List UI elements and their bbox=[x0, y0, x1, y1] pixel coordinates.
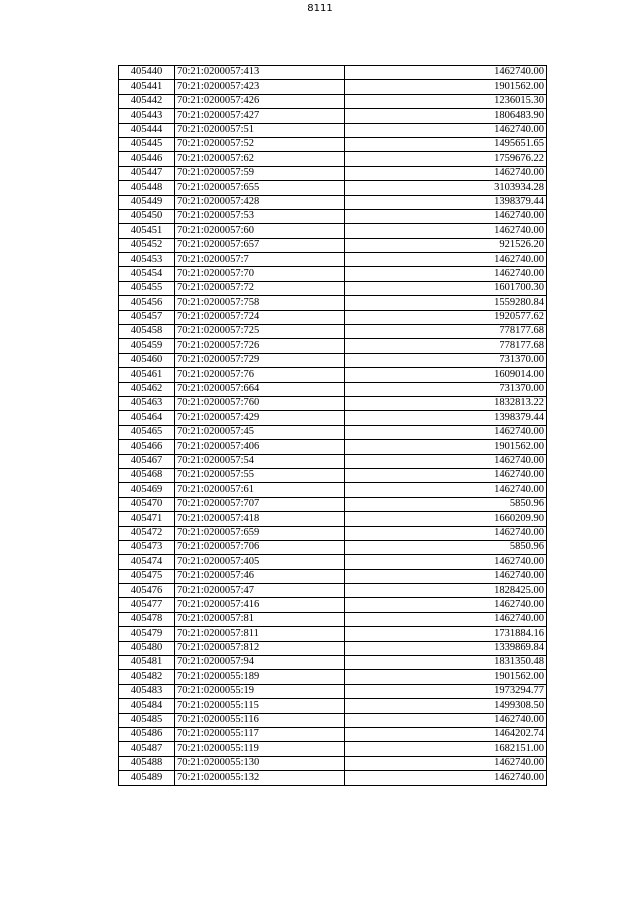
table-row bbox=[119, 468, 547, 482]
row-number-cell: 405479 bbox=[119, 627, 175, 641]
cadastral-number-cell: 70:21:0200057:707 bbox=[175, 497, 345, 511]
cadastral-number-cell: 70:21:0200057:53 bbox=[175, 209, 345, 223]
row-number-cell: 405453 bbox=[119, 253, 175, 267]
table-row bbox=[119, 727, 547, 741]
row-number-cell: 405451 bbox=[119, 224, 175, 238]
table-row bbox=[119, 109, 547, 123]
cadastral-value-cell: 1462740.00 bbox=[345, 555, 547, 569]
row-number-cell: 405466 bbox=[119, 440, 175, 454]
table-row bbox=[119, 756, 547, 770]
cadastral-value-cell: 1462740.00 bbox=[345, 267, 547, 281]
table-row bbox=[119, 94, 547, 108]
row-number-cell: 405443 bbox=[119, 109, 175, 123]
cadastral-number-cell: 70:21:0200057:59 bbox=[175, 166, 345, 180]
cadastral-value-cell: 778177.68 bbox=[345, 325, 547, 339]
cadastral-number-cell: 70:21:0200057:812 bbox=[175, 641, 345, 655]
cadastral-value-cell: 5850.96 bbox=[345, 497, 547, 511]
table-row bbox=[119, 526, 547, 540]
cadastral-number-cell: 70:21:0200057:428 bbox=[175, 195, 345, 209]
cadastral-number-cell: 70:21:0200057:416 bbox=[175, 598, 345, 612]
cadastral-value-cell: 1901562.00 bbox=[345, 80, 547, 94]
cadastral-number-cell: 70:21:0200057:81 bbox=[175, 612, 345, 626]
cadastral-value-cell: 1495651.65 bbox=[345, 137, 547, 151]
page-number: 8111 bbox=[307, 3, 333, 14]
cadastral-value-cell: 1462740.00 bbox=[345, 483, 547, 497]
row-number-cell: 405468 bbox=[119, 468, 175, 482]
row-number-cell: 405445 bbox=[119, 137, 175, 151]
cadastral-number-cell: 70:21:0200057:729 bbox=[175, 353, 345, 367]
table-row bbox=[119, 166, 547, 180]
table-row bbox=[119, 612, 547, 626]
table-row bbox=[119, 310, 547, 324]
table-row bbox=[119, 353, 547, 367]
cadastral-value-cell: 1398379.44 bbox=[345, 411, 547, 425]
table-row bbox=[119, 713, 547, 727]
table-row bbox=[119, 253, 547, 267]
row-number-cell: 405480 bbox=[119, 641, 175, 655]
cadastral-value-cell: 1920577.62 bbox=[345, 310, 547, 324]
cadastral-value-cell: 1609014.00 bbox=[345, 368, 547, 382]
row-number-cell: 405440 bbox=[119, 66, 175, 80]
cadastral-number-cell: 70:21:0200055:116 bbox=[175, 713, 345, 727]
cadastral-number-cell: 70:21:0200057:61 bbox=[175, 483, 345, 497]
cadastral-number-cell: 70:21:0200057:657 bbox=[175, 238, 345, 252]
table-row bbox=[119, 584, 547, 598]
cadastral-value-cell: 1462740.00 bbox=[345, 468, 547, 482]
cadastral-value-cell: 1462740.00 bbox=[345, 569, 547, 583]
row-number-cell: 405477 bbox=[119, 598, 175, 612]
table-row bbox=[119, 454, 547, 468]
table-row bbox=[119, 699, 547, 713]
table-row bbox=[119, 66, 547, 80]
cadastral-number-cell: 70:21:0200057:62 bbox=[175, 152, 345, 166]
row-number-cell: 405465 bbox=[119, 425, 175, 439]
cadastral-value-cell: 1973294.77 bbox=[345, 684, 547, 698]
row-number-cell: 405478 bbox=[119, 612, 175, 626]
cadastral-value-cell: 1901562.00 bbox=[345, 670, 547, 684]
cadastral-value-cell: 1832813.22 bbox=[345, 396, 547, 410]
table-row bbox=[119, 339, 547, 353]
cadastral-number-cell: 70:21:0200057:45 bbox=[175, 425, 345, 439]
table-row bbox=[119, 483, 547, 497]
cadastral-value-cell: 1462740.00 bbox=[345, 209, 547, 223]
cadastral-value-cell: 1462740.00 bbox=[345, 454, 547, 468]
cadastral-value-cell: 778177.68 bbox=[345, 339, 547, 353]
row-number-cell: 405462 bbox=[119, 382, 175, 396]
cadastral-number-cell: 70:21:0200057:659 bbox=[175, 526, 345, 540]
cadastral-value-cell: 1462740.00 bbox=[345, 66, 547, 80]
table-row bbox=[119, 296, 547, 310]
cadastral-number-cell: 70:21:0200055:189 bbox=[175, 670, 345, 684]
row-number-cell: 405457 bbox=[119, 310, 175, 324]
table-row bbox=[119, 80, 547, 94]
table-row bbox=[119, 540, 547, 554]
cadastral-number-cell: 70:21:0200055:19 bbox=[175, 684, 345, 698]
cadastral-number-cell: 70:21:0200057:423 bbox=[175, 80, 345, 94]
row-number-cell: 405456 bbox=[119, 296, 175, 310]
cadastral-value-cell: 1731884.16 bbox=[345, 627, 547, 641]
table-row bbox=[119, 569, 547, 583]
cadastral-value-cell: 1831350.48 bbox=[345, 656, 547, 670]
cadastral-number-cell: 70:21:0200057:413 bbox=[175, 66, 345, 80]
row-number-cell: 405487 bbox=[119, 742, 175, 756]
row-number-cell: 405467 bbox=[119, 454, 175, 468]
cadastral-value-cell: 3103934.28 bbox=[345, 181, 547, 195]
row-number-cell: 405441 bbox=[119, 80, 175, 94]
cadastral-number-cell: 70:21:0200057:758 bbox=[175, 296, 345, 310]
row-number-cell: 405474 bbox=[119, 555, 175, 569]
cadastral-number-cell: 70:21:0200057:70 bbox=[175, 267, 345, 281]
cadastral-value-cell: 1462740.00 bbox=[345, 598, 547, 612]
table-row bbox=[119, 181, 547, 195]
table-row bbox=[119, 555, 547, 569]
cadastral-value-cell: 1559280.84 bbox=[345, 296, 547, 310]
table-row bbox=[119, 123, 547, 137]
cadastral-number-cell: 70:21:0200057:406 bbox=[175, 440, 345, 454]
row-number-cell: 405442 bbox=[119, 94, 175, 108]
cadastral-number-cell: 70:21:0200057:811 bbox=[175, 627, 345, 641]
table-row bbox=[119, 411, 547, 425]
table-row bbox=[119, 440, 547, 454]
row-number-cell: 405475 bbox=[119, 569, 175, 583]
row-number-cell: 405485 bbox=[119, 713, 175, 727]
cadastral-number-cell: 70:21:0200057:405 bbox=[175, 555, 345, 569]
table-row bbox=[119, 195, 547, 209]
row-number-cell: 405473 bbox=[119, 540, 175, 554]
cadastral-number-cell: 70:21:0200057:706 bbox=[175, 540, 345, 554]
cadastral-number-cell: 70:21:0200057:664 bbox=[175, 382, 345, 396]
table-row bbox=[119, 368, 547, 382]
table-body bbox=[119, 66, 547, 786]
cadastral-value-table bbox=[118, 65, 547, 786]
row-number-cell: 405447 bbox=[119, 166, 175, 180]
row-number-cell: 405461 bbox=[119, 368, 175, 382]
cadastral-number-cell: 70:21:0200055:117 bbox=[175, 727, 345, 741]
row-number-cell: 405455 bbox=[119, 281, 175, 295]
cadastral-number-cell: 70:21:0200057:52 bbox=[175, 137, 345, 151]
cadastral-value-cell: 1462740.00 bbox=[345, 425, 547, 439]
row-number-cell: 405460 bbox=[119, 353, 175, 367]
cadastral-value-cell: 1759676.22 bbox=[345, 152, 547, 166]
cadastral-value-cell: 1462740.00 bbox=[345, 166, 547, 180]
cadastral-value-cell: 1462740.00 bbox=[345, 224, 547, 238]
cadastral-value-cell: 5850.96 bbox=[345, 540, 547, 554]
cadastral-value-cell: 1601700.30 bbox=[345, 281, 547, 295]
cadastral-number-cell: 70:21:0200057:94 bbox=[175, 656, 345, 670]
cadastral-number-cell: 70:21:0200057:46 bbox=[175, 569, 345, 583]
cadastral-value-cell: 1462740.00 bbox=[345, 253, 547, 267]
table-row bbox=[119, 684, 547, 698]
cadastral-number-cell: 70:21:0200057:724 bbox=[175, 310, 345, 324]
row-number-cell: 405482 bbox=[119, 670, 175, 684]
cadastral-number-cell: 70:21:0200057:72 bbox=[175, 281, 345, 295]
row-number-cell: 405481 bbox=[119, 656, 175, 670]
cadastral-value-cell: 731370.00 bbox=[345, 382, 547, 396]
table-row bbox=[119, 152, 547, 166]
table-row bbox=[119, 598, 547, 612]
table-row bbox=[119, 267, 547, 281]
table-row bbox=[119, 209, 547, 223]
table-row bbox=[119, 224, 547, 238]
cadastral-value-cell: 1462740.00 bbox=[345, 123, 547, 137]
table-row bbox=[119, 656, 547, 670]
row-number-cell: 405488 bbox=[119, 756, 175, 770]
row-number-cell: 405450 bbox=[119, 209, 175, 223]
row-number-cell: 405489 bbox=[119, 771, 175, 785]
row-number-cell: 405459 bbox=[119, 339, 175, 353]
cadastral-number-cell: 70:21:0200057:47 bbox=[175, 584, 345, 598]
row-number-cell: 405472 bbox=[119, 526, 175, 540]
cadastral-number-cell: 70:21:0200055:132 bbox=[175, 771, 345, 785]
table-row bbox=[119, 382, 547, 396]
row-number-cell: 405448 bbox=[119, 181, 175, 195]
cadastral-value-cell: 1462740.00 bbox=[345, 713, 547, 727]
cadastral-number-cell: 70:21:0200057:55 bbox=[175, 468, 345, 482]
cadastral-number-cell: 70:21:0200057:76 bbox=[175, 368, 345, 382]
table-row bbox=[119, 425, 547, 439]
cadastral-value-cell: 1464202.74 bbox=[345, 727, 547, 741]
cadastral-number-cell: 70:21:0200057:60 bbox=[175, 224, 345, 238]
cadastral-number-cell: 70:21:0200057:54 bbox=[175, 454, 345, 468]
row-number-cell: 405446 bbox=[119, 152, 175, 166]
table-row bbox=[119, 627, 547, 641]
cadastral-value-cell: 1682151.00 bbox=[345, 742, 547, 756]
cadastral-number-cell: 70:21:0200055:130 bbox=[175, 756, 345, 770]
table-row bbox=[119, 325, 547, 339]
table-row bbox=[119, 238, 547, 252]
table-row bbox=[119, 512, 547, 526]
row-number-cell: 405458 bbox=[119, 325, 175, 339]
cadastral-number-cell: 70:21:0200055:119 bbox=[175, 742, 345, 756]
table-row bbox=[119, 396, 547, 410]
cadastral-value-cell: 1236015.30 bbox=[345, 94, 547, 108]
table-row bbox=[119, 771, 547, 785]
table-row bbox=[119, 742, 547, 756]
cadastral-number-cell: 70:21:0200057:427 bbox=[175, 109, 345, 123]
cadastral-value-cell: 1901562.00 bbox=[345, 440, 547, 454]
cadastral-value-cell: 1462740.00 bbox=[345, 526, 547, 540]
cadastral-number-cell: 70:21:0200057:760 bbox=[175, 396, 345, 410]
row-number-cell: 405484 bbox=[119, 699, 175, 713]
row-number-cell: 405464 bbox=[119, 411, 175, 425]
cadastral-value-cell: 1462740.00 bbox=[345, 612, 547, 626]
cadastral-number-cell: 70:21:0200055:115 bbox=[175, 699, 345, 713]
table-row bbox=[119, 670, 547, 684]
row-number-cell: 405470 bbox=[119, 497, 175, 511]
cadastral-number-cell: 70:21:0200057:51 bbox=[175, 123, 345, 137]
cadastral-value-cell: 1828425.00 bbox=[345, 584, 547, 598]
row-number-cell: 405454 bbox=[119, 267, 175, 281]
table-row bbox=[119, 641, 547, 655]
row-number-cell: 405449 bbox=[119, 195, 175, 209]
cadastral-number-cell: 70:21:0200057:426 bbox=[175, 94, 345, 108]
cadastral-number-cell: 70:21:0200057:429 bbox=[175, 411, 345, 425]
cadastral-value-cell: 1660209.90 bbox=[345, 512, 547, 526]
cadastral-number-cell: 70:21:0200057:7 bbox=[175, 253, 345, 267]
cadastral-number-cell: 70:21:0200057:655 bbox=[175, 181, 345, 195]
row-number-cell: 405476 bbox=[119, 584, 175, 598]
cadastral-value-cell: 1462740.00 bbox=[345, 756, 547, 770]
row-number-cell: 405463 bbox=[119, 396, 175, 410]
cadastral-number-cell: 70:21:0200057:726 bbox=[175, 339, 345, 353]
row-number-cell: 405483 bbox=[119, 684, 175, 698]
cadastral-value-cell: 1462740.00 bbox=[345, 771, 547, 785]
cadastral-number-cell: 70:21:0200057:725 bbox=[175, 325, 345, 339]
row-number-cell: 405444 bbox=[119, 123, 175, 137]
cadastral-value-cell: 1806483.90 bbox=[345, 109, 547, 123]
cadastral-number-cell: 70:21:0200057:418 bbox=[175, 512, 345, 526]
row-number-cell: 405469 bbox=[119, 483, 175, 497]
row-number-cell: 405471 bbox=[119, 512, 175, 526]
cadastral-value-cell: 1339869.84 bbox=[345, 641, 547, 655]
cadastral-value-cell: 921526.20 bbox=[345, 238, 547, 252]
row-number-cell: 405452 bbox=[119, 238, 175, 252]
cadastral-value-cell: 1398379.44 bbox=[345, 195, 547, 209]
cadastral-value-cell: 731370.00 bbox=[345, 353, 547, 367]
table-row bbox=[119, 281, 547, 295]
row-number-cell: 405486 bbox=[119, 727, 175, 741]
table-row bbox=[119, 137, 547, 151]
cadastral-value-cell: 1499308.50 bbox=[345, 699, 547, 713]
table-row bbox=[119, 497, 547, 511]
